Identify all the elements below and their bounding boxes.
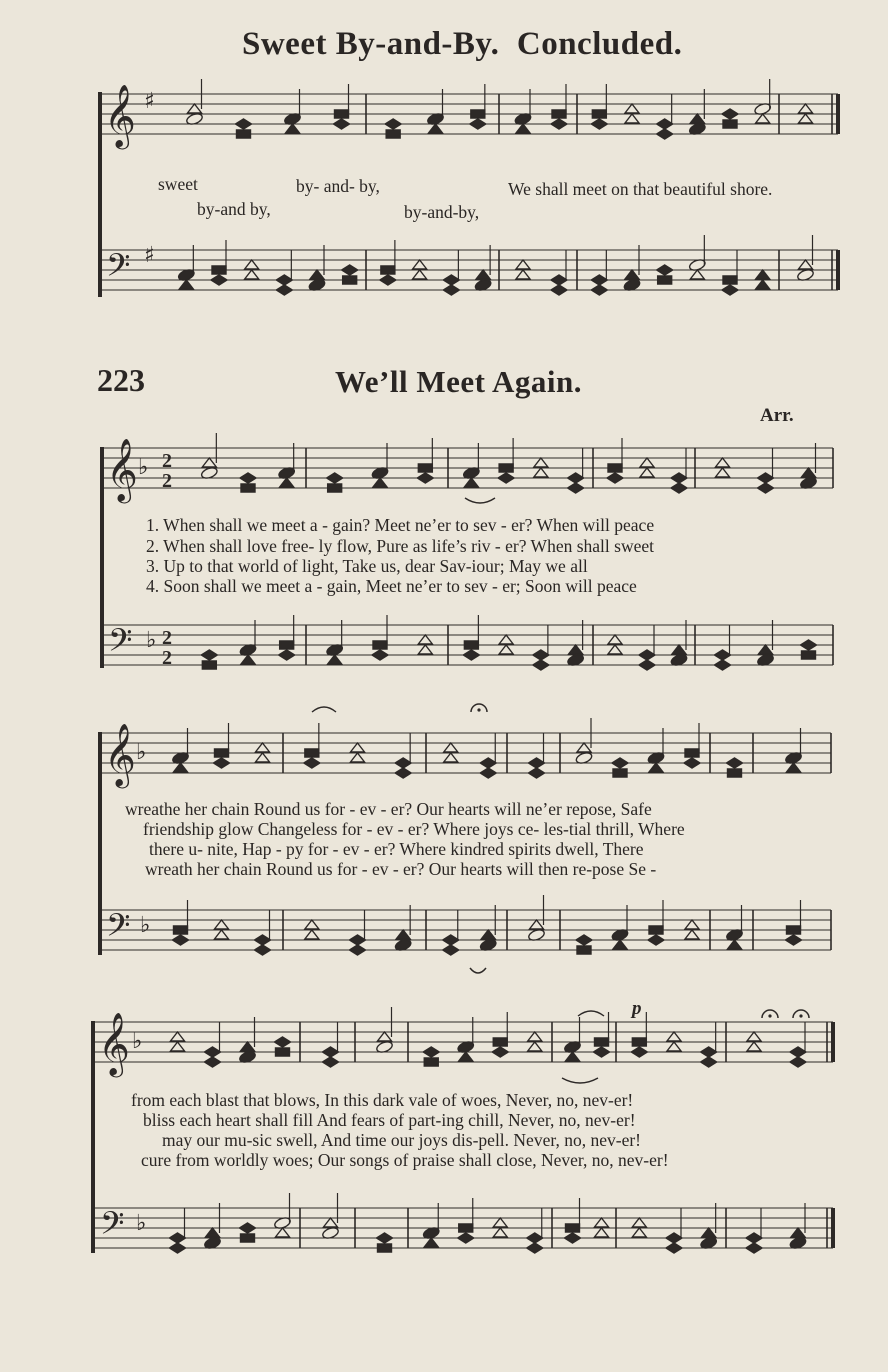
slur [465,498,495,503]
note-head [372,650,388,660]
note-head [690,114,704,123]
treble-clef: 𝄞 [98,1012,130,1075]
note-head [799,114,813,123]
fermata-dot [768,1014,771,1017]
note-head [723,120,737,128]
page-title: Sweet By-and-By. Concluded. [242,26,683,62]
note-head [323,1057,339,1067]
bass-clef: 𝄢 [106,907,131,951]
note-head [702,1228,716,1237]
note-head [569,645,583,654]
note-head [444,753,458,762]
note-head [459,1224,473,1232]
note-head [275,1037,291,1047]
lyric-word: by- and- by, [296,176,380,196]
key-signature: ♯ [144,89,155,114]
verse-4-line: cure from worldly woes; Our songs of praise shall close, Never, no, nev-er! [141,1150,669,1170]
note-head [174,926,188,934]
note-head [527,1243,543,1253]
note-head [716,468,730,477]
note-head [685,749,699,757]
note-head [516,270,530,279]
note-head [701,1057,717,1067]
note-head [304,758,320,768]
verse-2-line: friendship glow Changeless for - ev - er? Where joys ce- les-tial thrill, Where [143,819,685,839]
note-head [516,124,530,133]
note-head [464,641,478,649]
note-head [276,1228,290,1237]
note-head [386,130,400,138]
note-head [591,275,607,285]
note-head [551,119,567,129]
note-head [424,1238,438,1247]
note-head [516,260,530,269]
note-head [279,650,295,660]
verse-4-line: wreath her chain Round us for - ev - er? Our hearts will then re-pose Se - [145,859,657,879]
note-head [576,935,592,945]
note-head [727,758,743,768]
note-head [787,763,801,772]
note-head [577,946,591,954]
note-head [241,484,255,492]
note-head [444,743,458,752]
key-signature: ♭ [136,1211,147,1236]
lyric-word: by-and by, [197,199,271,219]
note-head [608,464,622,472]
note-head [443,285,459,295]
note-head [715,650,731,660]
time-signature: 2 [162,450,172,472]
note-head [381,266,395,274]
note-head [499,464,513,472]
note-head [632,1038,646,1046]
key-signature: ♭ [132,1029,143,1054]
note-head [464,478,478,487]
note-head [418,645,432,654]
note-head [378,1032,392,1041]
verse-3-line: 3. Up to that world of light, Take us, dear Sav-iour; May we all [146,556,588,576]
note-head [759,645,773,654]
note-head [215,749,229,757]
hymn-number: 223 [97,362,145,398]
time-signature: 2 [162,627,172,649]
note-head [666,1243,682,1253]
note-head [649,926,663,934]
note-head [280,478,294,487]
note-head [758,473,774,483]
verse-2-line: bliss each heart shall fill And fears of part-ing chill, Never, no, nev-er! [143,1110,636,1130]
note-head [722,109,738,119]
slur [562,1078,598,1083]
note-head [413,270,427,279]
note-head [802,468,816,477]
note-head [429,124,443,133]
note-head [236,119,252,129]
note-head [276,285,292,295]
note-head [529,768,545,778]
verse-1-line: from each blast that blows, In this dark vale of woes, Never, no, nev-er! [131,1090,634,1110]
verse-4-line: 4. Soon shall we meet a - gain, Meet ne’er to sev - er; Soon will peace [146,576,637,596]
note-head [746,1233,762,1243]
note-head [351,753,365,762]
slur [312,707,336,712]
time-signature: 2 [162,647,172,669]
note-head [342,265,358,275]
note-head [758,483,774,493]
note-head [305,930,319,939]
note-head [787,926,801,934]
verse-1-line: 1. When shall we meet a - gain? Meet ne’er to sev - er? When will peace [146,515,655,535]
note-head [649,763,663,772]
verse-2-line: 2. When shall love free- ly flow, Pure as life’s riv - er? When shall sweet [146,536,654,556]
note-head [790,1047,806,1057]
note-head [424,1058,438,1066]
note-head [791,1228,805,1237]
note-head [237,130,251,138]
note-head [328,655,342,664]
bass-clef: 𝄢 [106,247,131,291]
note-head [591,285,607,295]
note-head [276,1048,290,1056]
note-head [701,1047,717,1057]
note-head [728,769,742,777]
note-head [396,930,410,939]
key-signature: ♭ [146,628,157,653]
note-head [595,1228,609,1237]
note-head [568,473,584,483]
note-head [214,758,230,768]
note-head [612,758,628,768]
note-head [328,484,342,492]
note-head [499,635,513,644]
note-head [640,468,654,477]
note-head [671,473,687,483]
note-head [595,1218,609,1227]
note-head [802,651,816,659]
note-head [380,275,396,285]
fermata-dot [477,708,480,711]
note-head [245,270,259,279]
bass-clef: 𝄢 [108,622,133,666]
note-head [595,1038,609,1046]
note-head [684,758,700,768]
note-head [179,280,193,289]
note-head [202,458,216,467]
note-head [492,1047,508,1057]
note-head [351,743,365,752]
note-head [551,285,567,295]
note-head [201,650,217,660]
note-head [423,1047,439,1057]
note-head [756,114,770,123]
treble-clef: 𝄞 [104,723,136,786]
note-head [395,768,411,778]
note-head [350,935,366,945]
note-head [498,473,514,483]
dynamic-marking: p [632,998,642,1019]
note-head [756,280,770,289]
note-head [648,935,664,945]
treble-clef: 𝄞 [104,84,136,147]
note-head [245,260,259,269]
note-head [470,119,486,129]
note-head [395,758,411,768]
note-head [801,640,817,650]
note-head [566,1224,580,1232]
note-head [327,473,343,483]
note-head [552,110,566,118]
note-head [685,930,699,939]
note-head [577,743,591,752]
note-head [667,1042,681,1051]
note-head [174,763,188,772]
note-head [529,758,545,768]
note-head [533,660,549,670]
note-head [443,945,459,955]
note-head [480,758,496,768]
fermata-dot [799,1014,802,1017]
note-head [206,1228,220,1237]
note-head [215,930,229,939]
note-head [799,104,813,113]
note-head [211,275,227,285]
fermata [470,968,486,973]
note-head [747,1042,761,1051]
note-head [747,1032,761,1041]
note-head [625,104,639,113]
note-head [551,275,567,285]
note-head [202,661,216,669]
note-head [493,1038,507,1046]
note-head [256,743,270,752]
note-head [608,645,622,654]
note-head [671,483,687,493]
note-head [240,473,256,483]
lyric-word: sweet [158,174,198,194]
note-head [443,275,459,285]
note-head [241,1234,255,1242]
verse-1-line: wreathe her chain Round us for - ev - er? Our hearts will ne’er repose, Safe [125,799,652,819]
note-head [205,1057,221,1067]
note-head [499,645,513,654]
note-head [286,124,300,133]
note-head [305,749,319,757]
key-signature: ♯ [144,243,155,268]
key-signature: ♭ [140,913,151,938]
note-head [463,650,479,660]
note-head [533,650,549,660]
note-head [790,1057,806,1067]
lyric-word: by-and-by, [404,202,480,222]
note-head [657,129,673,139]
note-head [334,119,350,129]
bass-clef: 𝄢 [100,1205,125,1249]
note-head [632,1218,646,1227]
lyric-phrase: We shall meet on that beautiful shore. [508,179,773,199]
note-head [417,473,433,483]
note-head [685,920,699,929]
note-head [667,1032,681,1041]
note-head [528,1042,542,1051]
time-signature: 2 [162,470,172,492]
note-head [591,119,607,129]
note-head [480,768,496,778]
note-head [170,1233,186,1243]
note-head [418,635,432,644]
note-head [170,1243,186,1253]
note-head [378,1244,392,1252]
note-head [373,641,387,649]
note-head [594,1047,610,1057]
note-head [373,478,387,487]
note-head [493,1228,507,1237]
note-head [413,260,427,269]
note-head [657,265,673,275]
note-head [481,930,495,939]
note-head [471,110,485,118]
verse-3-line: there u- nite, Hap - py for - ev - er? Where kindred spirits dwell, There [149,839,644,859]
note-head [241,655,255,664]
note-head [613,769,627,777]
note-head [534,458,548,467]
note-head [632,1228,646,1237]
note-head [608,635,622,644]
note-head [173,935,189,945]
note-head [728,940,742,949]
note-head [799,260,813,269]
note-head [476,270,490,279]
note-head [530,920,544,929]
note-head [723,276,737,284]
note-head [276,275,292,285]
note-head [350,945,366,955]
note-head [639,660,655,670]
note-head [324,1218,338,1227]
note-head [631,1047,647,1057]
note-head [459,1052,473,1061]
note-head [310,270,324,279]
slur [578,1011,604,1016]
note-head [658,276,672,284]
note-head [657,119,673,129]
note-head [335,110,349,118]
note-head [672,645,686,654]
verse-3-line: may our mu-sic swell, And time our joys dis-pell. Never, no, nev-er! [162,1130,641,1150]
note-head [171,1032,185,1041]
note-head [756,270,770,279]
note-head [625,114,639,123]
note-head [255,935,271,945]
note-head [592,110,606,118]
note-head [527,1233,543,1243]
note-head [640,458,654,467]
note-head [205,1047,221,1057]
note-head [385,119,401,129]
note-head [666,1233,682,1243]
note-head [716,458,730,467]
key-signature: ♭ [136,740,147,765]
note-head [256,753,270,762]
note-head [568,483,584,493]
note-head [305,920,319,929]
note-head [690,270,704,279]
note-head [534,468,548,477]
note-head [241,1042,255,1051]
note-head [458,1233,474,1243]
note-head [786,935,802,945]
note-head [493,1218,507,1227]
note-head [255,945,271,955]
note-head [715,660,731,670]
note-head [215,920,229,929]
note-head [343,276,357,284]
hymn-title: We’ll Meet Again. [335,364,582,399]
note-head [722,285,738,295]
note-head [607,473,623,483]
treble-clef: 𝄞 [106,438,138,501]
note-head [240,1223,256,1233]
note-head [212,266,226,274]
key-signature: ♭ [138,455,149,480]
note-head [528,1032,542,1041]
note-head [418,464,432,472]
note-head [625,270,639,279]
note-head [613,940,627,949]
note-head [639,650,655,660]
note-head [566,1052,580,1061]
note-head [565,1233,581,1243]
note-head [280,641,294,649]
note-head [377,1233,393,1243]
note-head [323,1047,339,1057]
note-head [188,104,202,113]
note-head [171,1042,185,1051]
note-head [443,935,459,945]
note-head [746,1243,762,1253]
arranger-credit: Arr. [760,405,794,426]
